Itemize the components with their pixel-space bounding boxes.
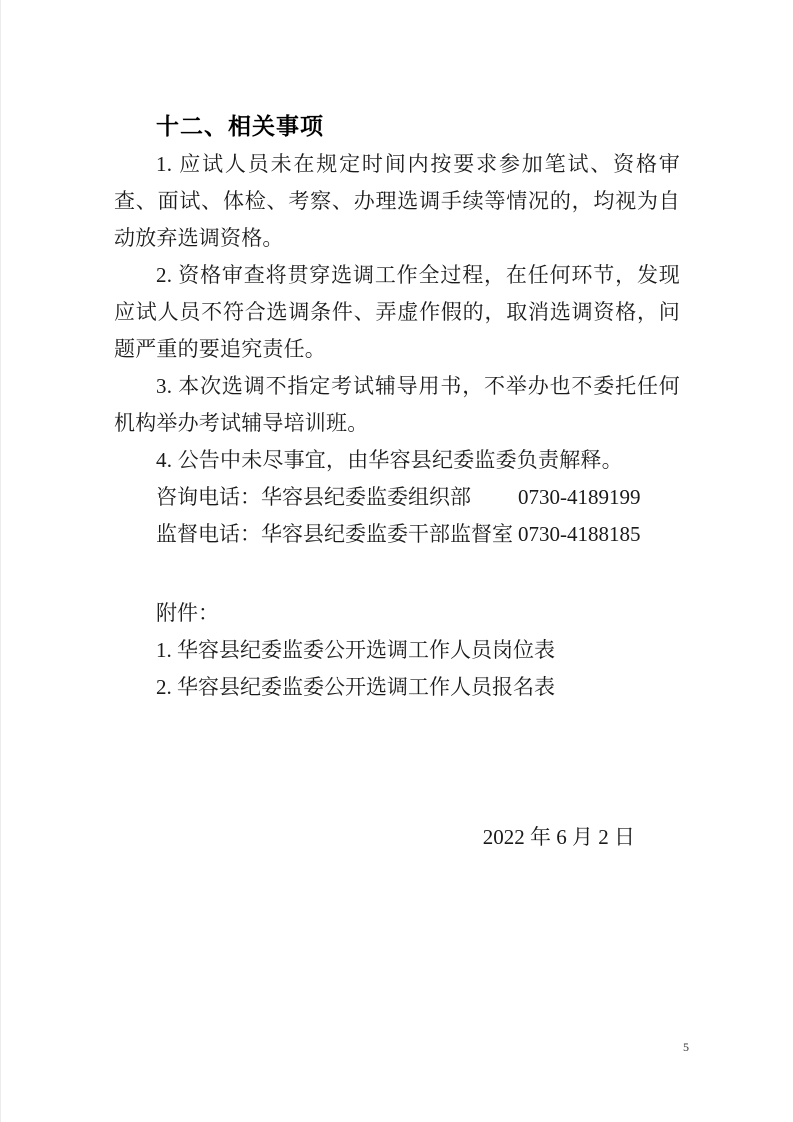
attachments-title: 附件：: [156, 601, 219, 625]
contact-consult-org: 华容县纪委监委组织部: [261, 485, 471, 509]
contact-supervise-left: [156, 516, 518, 553]
page-number: 5: [683, 1040, 689, 1054]
contact-supervise-label: 监督电话：: [156, 522, 261, 546]
paragraph-3: 3. 本次选调不指定考试辅导用书，不举办也不委托任何机构举办考试辅导培训班。: [114, 374, 680, 435]
document-date: 2022 年 6 月 2 日: [482, 825, 635, 849]
attachment-item-2: 2. 华容县纪委监委公开选调工作人员报名表: [156, 675, 555, 699]
contact-consult-label: 咨询电话：: [156, 485, 261, 509]
contact-line-consult: [114, 479, 680, 516]
contact-supervise-org: 华容县纪委监委干部监督室: [261, 522, 513, 546]
paragraph-4: 4. 公告中未尽事宜，由华容县纪委监委负责解释。: [156, 448, 623, 472]
contact-consult-phone: 0730-4189199: [518, 485, 641, 509]
document-body: [114, 146, 680, 479]
paragraph-2: 2. 资格审查将贯穿选调工作全过程，在任何环节，发现应试人员不符合选调条件、弄虚作假的，取消选调资格，问题严重的要追究责任。: [114, 263, 680, 361]
paragraph-1: 1. 应试人员未在规定时间内按要求参加笔试、资格审查、面试、体检、考察、办理选调手续等情况的，均视为自动放弃选调资格。: [114, 152, 680, 250]
contact-supervise-phone: 0730-4188185: [518, 522, 641, 546]
contact-consult-left: [156, 479, 518, 516]
section-heading: 十二、相关事项: [156, 113, 324, 139]
contact-line-supervise: [114, 516, 680, 553]
attachment-item-1: 1. 华容县纪委监委公开选调工作人员岗位表: [156, 638, 555, 662]
attachments-section: [114, 595, 680, 706]
